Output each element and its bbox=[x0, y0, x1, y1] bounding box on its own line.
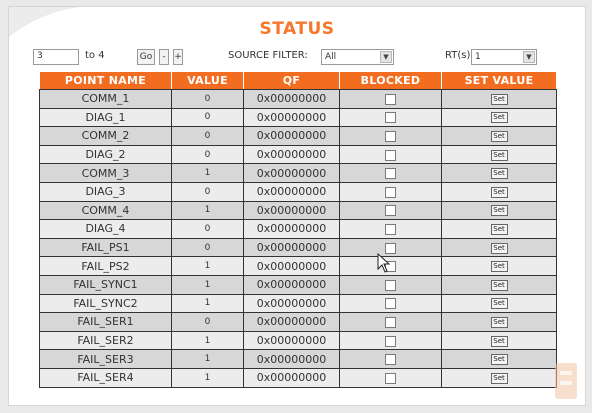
source-filter-label: SOURCE FILTER: bbox=[228, 50, 308, 61]
blocked-cell bbox=[340, 201, 442, 220]
column-header-qf: QF bbox=[244, 72, 340, 90]
set-value-cell bbox=[442, 127, 557, 146]
set-value-cell bbox=[442, 164, 557, 183]
column-header-value: VALUE bbox=[172, 72, 244, 90]
blocked-checkbox[interactable] bbox=[385, 354, 396, 365]
source-filter-select[interactable] bbox=[321, 49, 394, 65]
qf-cell: 0x00000000 bbox=[244, 350, 340, 369]
qf-cell: 0x00000000 bbox=[244, 164, 340, 183]
value-cell: 1 bbox=[172, 331, 244, 350]
column-header-blocked: BLOCKED bbox=[340, 72, 442, 90]
go-button[interactable]: Go bbox=[137, 49, 155, 65]
qf-cell: 0x00000000 bbox=[244, 368, 340, 387]
table-row bbox=[40, 220, 557, 239]
set-value-button[interactable]: Set bbox=[491, 205, 508, 216]
blocked-cell bbox=[340, 220, 442, 239]
table-row bbox=[40, 331, 557, 350]
blocked-cell bbox=[340, 182, 442, 201]
set-value-button[interactable]: Set bbox=[491, 280, 508, 291]
value-cell: 0 bbox=[172, 108, 244, 127]
blocked-cell bbox=[340, 350, 442, 369]
table-row bbox=[40, 238, 557, 257]
blocked-cell bbox=[340, 313, 442, 332]
blocked-checkbox[interactable] bbox=[385, 205, 396, 216]
set-value-button[interactable]: Set bbox=[491, 336, 508, 347]
blocked-checkbox[interactable] bbox=[385, 317, 396, 328]
set-value-button[interactable]: Set bbox=[491, 373, 508, 384]
set-value-button[interactable]: Set bbox=[491, 261, 508, 272]
blocked-checkbox[interactable] bbox=[385, 150, 396, 161]
blocked-checkbox[interactable] bbox=[385, 336, 396, 347]
blocked-checkbox[interactable] bbox=[385, 168, 396, 179]
qf-cell: 0x00000000 bbox=[244, 257, 340, 276]
point-name-cell: FAIL_SER3 bbox=[40, 350, 172, 369]
point-name-cell: FAIL_SER1 bbox=[40, 313, 172, 332]
chevron-down-icon[interactable]: ▼ bbox=[523, 51, 535, 63]
qf-cell: 0x00000000 bbox=[244, 201, 340, 220]
table-row bbox=[40, 127, 557, 146]
blocked-checkbox[interactable] bbox=[385, 373, 396, 384]
value-cell: 0 bbox=[172, 220, 244, 239]
value-cell: 0 bbox=[172, 182, 244, 201]
blocked-checkbox[interactable] bbox=[385, 298, 396, 309]
set-value-cell bbox=[442, 313, 557, 332]
value-cell: 0 bbox=[172, 313, 244, 332]
blocked-checkbox[interactable] bbox=[385, 131, 396, 142]
qf-cell: 0x00000000 bbox=[244, 127, 340, 146]
blocked-checkbox[interactable] bbox=[385, 243, 396, 254]
qf-cell: 0x00000000 bbox=[244, 220, 340, 239]
rt-value: 1 bbox=[475, 52, 481, 62]
point-name-cell: FAIL_SYNC2 bbox=[40, 294, 172, 313]
value-cell: 1 bbox=[172, 350, 244, 369]
set-value-cell bbox=[442, 108, 557, 127]
qf-cell: 0x00000000 bbox=[244, 108, 340, 127]
qf-cell: 0x00000000 bbox=[244, 238, 340, 257]
blocked-cell bbox=[340, 275, 442, 294]
point-name-cell: FAIL_SER2 bbox=[40, 331, 172, 350]
table-row bbox=[40, 368, 557, 387]
next-range-button[interactable]: + bbox=[173, 49, 183, 65]
blocked-cell bbox=[340, 294, 442, 313]
blocked-cell bbox=[340, 145, 442, 164]
table-row bbox=[40, 164, 557, 183]
set-value-cell bbox=[442, 182, 557, 201]
set-value-button[interactable]: Set bbox=[491, 187, 508, 198]
blocked-checkbox[interactable] bbox=[385, 112, 396, 123]
set-value-cell bbox=[442, 350, 557, 369]
column-header-point-name: POINT NAME bbox=[40, 72, 172, 90]
table-row bbox=[40, 294, 557, 313]
value-cell: 0 bbox=[172, 90, 244, 109]
logo-watermark-icon bbox=[547, 359, 581, 403]
set-value-button[interactable]: Set bbox=[491, 94, 508, 105]
blocked-cell bbox=[340, 108, 442, 127]
value-cell: 1 bbox=[172, 164, 244, 183]
page-title: STATUS bbox=[259, 19, 335, 39]
blocked-checkbox[interactable] bbox=[385, 94, 396, 105]
qf-cell: 0x00000000 bbox=[244, 275, 340, 294]
point-name-cell: FAIL_SYNC1 bbox=[40, 275, 172, 294]
value-cell: 1 bbox=[172, 368, 244, 387]
blocked-cell bbox=[340, 368, 442, 387]
value-cell: 0 bbox=[172, 127, 244, 146]
point-name-cell: FAIL_SER4 bbox=[40, 368, 172, 387]
value-cell: 0 bbox=[172, 145, 244, 164]
set-value-cell bbox=[442, 145, 557, 164]
point-name-cell: FAIL_PS2 bbox=[40, 257, 172, 276]
blocked-checkbox[interactable] bbox=[385, 280, 396, 291]
source-filter-value: All bbox=[325, 52, 337, 62]
blocked-checkbox[interactable] bbox=[385, 224, 396, 235]
blocked-checkbox[interactable] bbox=[385, 187, 396, 198]
qf-cell: 0x00000000 bbox=[244, 90, 340, 109]
range-start-input[interactable]: 3 bbox=[33, 49, 79, 65]
qf-cell: 0x00000000 bbox=[244, 331, 340, 350]
qf-cell: 0x00000000 bbox=[244, 182, 340, 201]
point-name-cell: DIAG_2 bbox=[40, 145, 172, 164]
previous-range-button[interactable]: - bbox=[159, 49, 169, 65]
set-value-cell bbox=[442, 201, 557, 220]
set-value-cell bbox=[442, 368, 557, 387]
value-cell: 1 bbox=[172, 275, 244, 294]
table-row bbox=[40, 182, 557, 201]
point-name-cell: DIAG_3 bbox=[40, 182, 172, 201]
set-value-cell bbox=[442, 257, 557, 276]
chevron-down-icon[interactable]: ▼ bbox=[380, 51, 392, 63]
qf-cell: 0x00000000 bbox=[244, 313, 340, 332]
range-to-label: to 4 bbox=[85, 50, 105, 61]
set-value-cell bbox=[442, 275, 557, 294]
blocked-cell bbox=[340, 331, 442, 350]
qf-cell: 0x00000000 bbox=[244, 294, 340, 313]
set-value-button[interactable]: Set bbox=[491, 168, 508, 179]
table-row bbox=[40, 275, 557, 294]
point-name-cell: COMM_1 bbox=[40, 90, 172, 109]
qf-cell: 0x00000000 bbox=[244, 145, 340, 164]
table-row bbox=[40, 257, 557, 276]
status-panel bbox=[8, 6, 586, 406]
value-cell: 1 bbox=[172, 201, 244, 220]
table-row bbox=[40, 313, 557, 332]
table-row bbox=[40, 201, 557, 220]
table-row bbox=[40, 90, 557, 109]
rt-select[interactable] bbox=[471, 49, 537, 65]
point-name-cell: COMM_4 bbox=[40, 201, 172, 220]
set-value-cell bbox=[442, 90, 557, 109]
filter-toolbar bbox=[33, 49, 573, 67]
set-value-button[interactable]: Set bbox=[491, 131, 508, 142]
set-value-button[interactable]: Set bbox=[491, 354, 508, 365]
set-value-button[interactable]: Set bbox=[491, 224, 508, 235]
value-cell: 1 bbox=[172, 294, 244, 313]
value-cell: 0 bbox=[172, 238, 244, 257]
table-row bbox=[40, 108, 557, 127]
mouse-pointer-icon bbox=[377, 253, 391, 273]
status-table bbox=[39, 71, 557, 388]
point-name-cell: FAIL_PS1 bbox=[40, 238, 172, 257]
rt-label: RT(s) bbox=[445, 50, 471, 61]
set-value-cell bbox=[442, 331, 557, 350]
value-cell: 1 bbox=[172, 257, 244, 276]
table-row bbox=[40, 350, 557, 369]
point-name-cell: DIAG_4 bbox=[40, 220, 172, 239]
blocked-cell bbox=[340, 90, 442, 109]
table-header-row bbox=[40, 72, 557, 90]
table-row bbox=[40, 145, 557, 164]
set-value-cell bbox=[442, 238, 557, 257]
set-value-button[interactable]: Set bbox=[491, 243, 508, 254]
point-name-cell: DIAG_1 bbox=[40, 108, 172, 127]
blocked-cell bbox=[340, 164, 442, 183]
blocked-cell bbox=[340, 127, 442, 146]
point-name-cell: COMM_3 bbox=[40, 164, 172, 183]
point-name-cell: COMM_2 bbox=[40, 127, 172, 146]
set-value-cell bbox=[442, 294, 557, 313]
column-header-set-value: SET VALUE bbox=[442, 72, 557, 90]
set-value-cell bbox=[442, 220, 557, 239]
set-value-button[interactable]: Set bbox=[491, 298, 508, 309]
set-value-button[interactable]: Set bbox=[491, 112, 508, 123]
set-value-button[interactable]: Set bbox=[491, 317, 508, 328]
set-value-button[interactable]: Set bbox=[491, 150, 508, 161]
